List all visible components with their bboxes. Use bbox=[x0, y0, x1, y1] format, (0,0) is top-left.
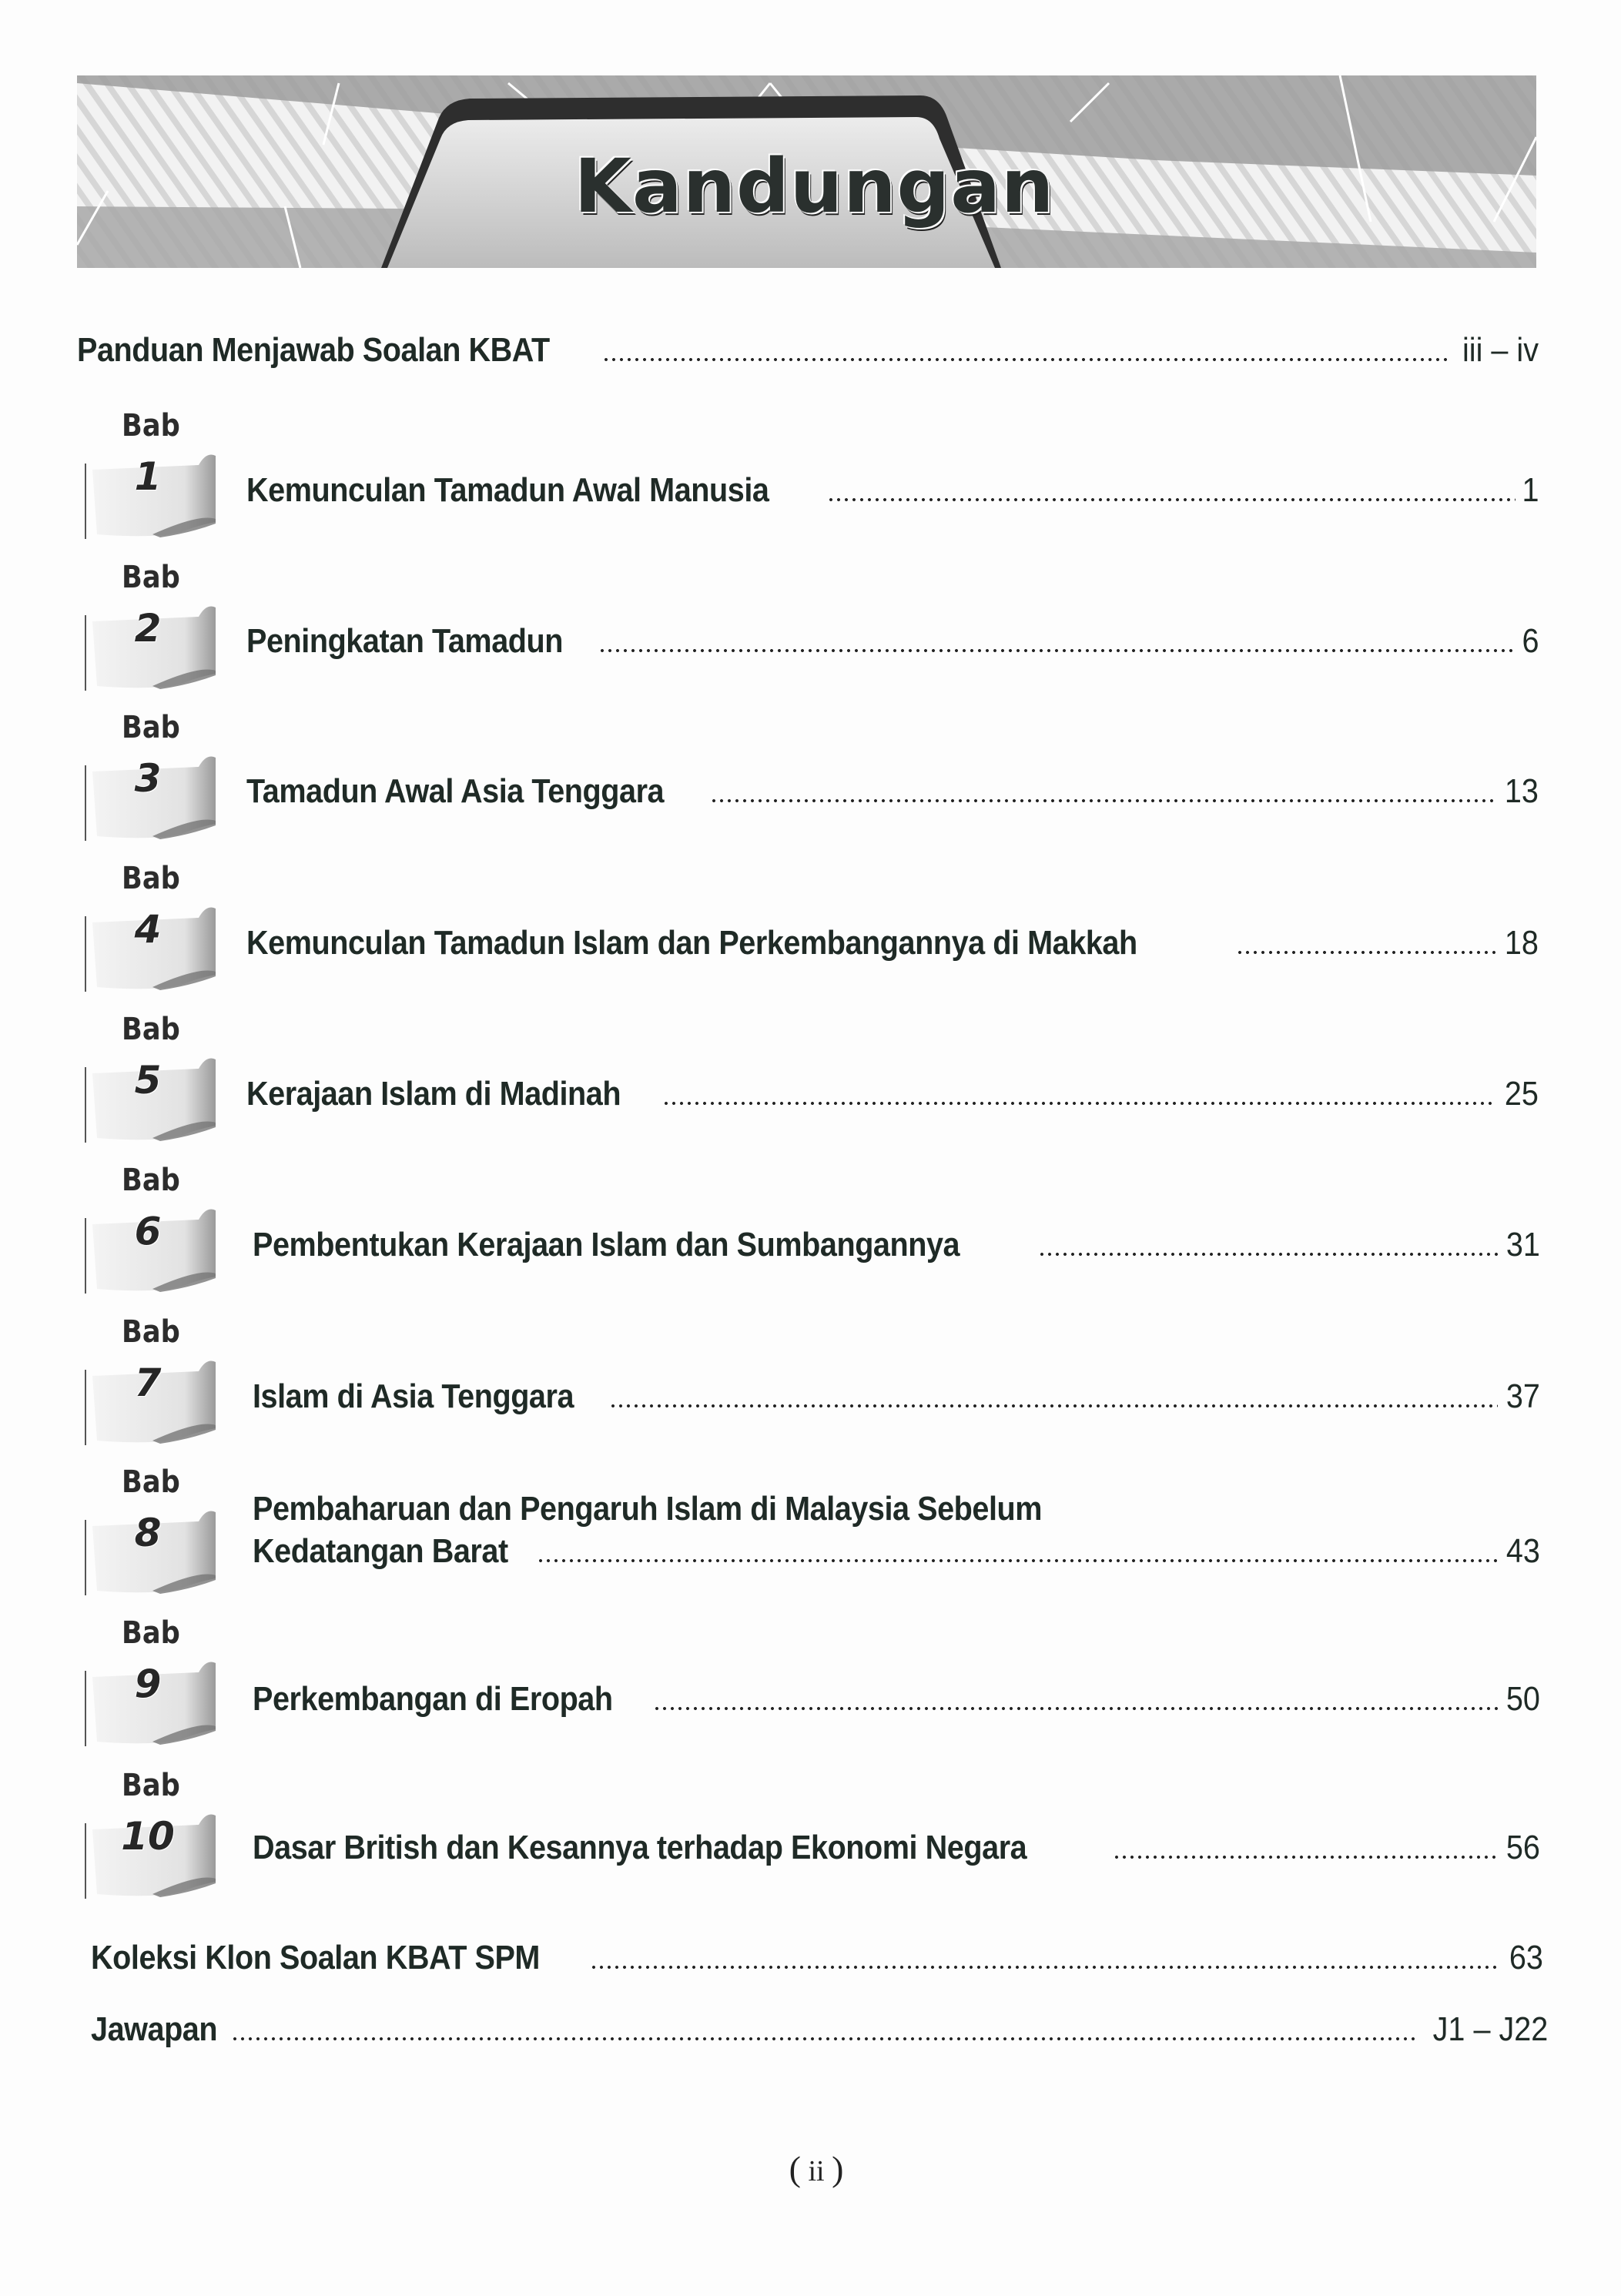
dot-leader bbox=[710, 798, 1496, 803]
chapter-label: Bab bbox=[122, 560, 180, 595]
chapter-label: Bab bbox=[122, 710, 180, 745]
chapter-number: 8 bbox=[134, 1511, 162, 1555]
chapter-tab-7 bbox=[83, 1314, 237, 1449]
chapter-label: Bab bbox=[122, 1012, 180, 1047]
chapter-tab-10 bbox=[83, 1768, 237, 1903]
close-paren: ) bbox=[832, 2149, 844, 2188]
dot-leader bbox=[662, 1101, 1496, 1106]
dot-leader bbox=[609, 1404, 1498, 1408]
toc-entry-chapter-7[interactable] bbox=[253, 1377, 1540, 1416]
dot-leader bbox=[537, 1558, 1499, 1563]
chapter-label: Bab bbox=[122, 1464, 180, 1500]
toc-entry-page: 25 bbox=[1504, 1075, 1539, 1113]
chapter-number: 9 bbox=[134, 1662, 162, 1706]
chapter-label: Bab bbox=[122, 1768, 180, 1803]
toc-entry-panduan[interactable] bbox=[77, 331, 1539, 370]
toc-entry-page: 6 bbox=[1521, 622, 1539, 660]
toc-entry-title: Panduan Menjawab Soalan KBAT bbox=[77, 331, 550, 369]
toc-entry-jawapan[interactable] bbox=[91, 2010, 1548, 2049]
chapter-label: Bab bbox=[122, 861, 180, 896]
toc-entry-title: Jawapan bbox=[91, 2010, 218, 2048]
chapter-tab-8 bbox=[83, 1464, 237, 1599]
toc-entry-title: Tamadun Awal Asia Tenggara bbox=[246, 772, 665, 810]
chapter-number: 10 bbox=[121, 1814, 175, 1859]
chapter-label: Bab bbox=[122, 1163, 180, 1198]
toc-entry-page: 50 bbox=[1505, 1680, 1540, 1718]
chapter-number: 5 bbox=[134, 1058, 162, 1103]
toc-entry-chapter-2[interactable] bbox=[246, 622, 1539, 661]
dot-leader bbox=[590, 1965, 1501, 1970]
toc-entry-title: Perkembangan di Eropah bbox=[253, 1680, 613, 1718]
toc-entry-koleksi[interactable] bbox=[91, 1939, 1543, 1977]
chapter-tab-5 bbox=[83, 1012, 237, 1146]
toc-entry-chapter-3[interactable] bbox=[246, 772, 1539, 811]
toc-entry-chapter-1[interactable] bbox=[246, 471, 1539, 510]
page-number: ii bbox=[808, 2155, 825, 2187]
page-title: Kandungan bbox=[574, 143, 1055, 229]
chapter-number: 1 bbox=[134, 454, 162, 499]
chapter-label: Bab bbox=[122, 408, 180, 443]
toc-entry-title: Pembaharuan dan Pengaruh Islam di Malaysia Sebelum bbox=[253, 1490, 1043, 1528]
toc-entry-title: Kemunculan Tamadun Awal Manusia bbox=[246, 471, 769, 509]
toc-entry-page: 56 bbox=[1505, 1829, 1540, 1866]
toc-entry-page: 13 bbox=[1504, 772, 1539, 810]
dot-leader bbox=[231, 2037, 1415, 2041]
chapter-tab-9 bbox=[83, 1615, 237, 1750]
toc-entry-page: 63 bbox=[1509, 1939, 1543, 1976]
toc-entry-title-continued: Kedatangan Barat bbox=[253, 1532, 508, 1570]
chapter-number: 3 bbox=[134, 756, 162, 801]
toc-entry-chapter-4[interactable] bbox=[246, 924, 1539, 962]
toc-entry-chapter-10[interactable] bbox=[253, 1829, 1540, 1867]
toc-entry-page: 18 bbox=[1504, 924, 1539, 962]
chapter-tab-6 bbox=[83, 1163, 237, 1297]
toc-entry-title: Pembentukan Kerajaan Islam dan Sumbangannya bbox=[253, 1226, 960, 1263]
toc-entry-title: Kemunculan Tamadun Islam dan Perkembangannya di Makkah bbox=[246, 924, 1137, 962]
dot-leader bbox=[1113, 1855, 1498, 1859]
toc-entry-page: J1 – J22 bbox=[1432, 2010, 1548, 2048]
chapter-tab-2 bbox=[83, 560, 237, 694]
toc-entry-title: Islam di Asia Tenggara bbox=[253, 1377, 574, 1415]
toc-entry-chapter-5[interactable] bbox=[246, 1075, 1539, 1113]
toc-entry-chapter-8-line1[interactable] bbox=[253, 1490, 1540, 1528]
toc-entry-page: iii – iv bbox=[1462, 331, 1539, 369]
dot-leader bbox=[827, 497, 1516, 502]
toc-entry-page: 43 bbox=[1505, 1532, 1540, 1570]
dot-leader bbox=[598, 648, 1516, 653]
dot-leader bbox=[653, 1706, 1498, 1711]
chapter-tab-3 bbox=[83, 710, 237, 845]
dot-leader bbox=[1236, 950, 1496, 955]
header-banner bbox=[77, 75, 1536, 268]
toc-entry-page: 37 bbox=[1505, 1377, 1540, 1415]
chapter-label: Bab bbox=[122, 1314, 180, 1350]
chapter-number: 6 bbox=[134, 1209, 162, 1253]
dot-leader bbox=[602, 357, 1449, 362]
toc-entry-chapter-8-line2[interactable] bbox=[253, 1532, 1540, 1571]
chapter-number: 7 bbox=[134, 1361, 162, 1405]
toc-entry-page: 1 bbox=[1521, 471, 1539, 509]
dot-leader bbox=[1038, 1252, 1498, 1257]
chapter-number: 4 bbox=[134, 907, 162, 952]
toc-entry-chapter-9[interactable] bbox=[253, 1680, 1540, 1719]
toc-entry-title: Peningkatan Tamadun bbox=[246, 622, 563, 660]
chapter-number: 2 bbox=[134, 606, 162, 651]
chapter-label: Bab bbox=[122, 1615, 180, 1651]
toc-entry-title: Koleksi Klon Soalan KBAT SPM bbox=[91, 1939, 540, 1976]
toc-entry-chapter-6[interactable] bbox=[253, 1226, 1540, 1264]
toc-entry-title: Kerajaan Islam di Madinah bbox=[246, 1075, 621, 1113]
toc-entry-title: Dasar British dan Kesannya terhadap Ekonomi Negara bbox=[253, 1829, 1027, 1866]
page-number-footer bbox=[770, 2148, 862, 2189]
chapter-tab-4 bbox=[83, 861, 237, 996]
open-paren: ( bbox=[789, 2149, 801, 2188]
chapter-tab-1 bbox=[83, 408, 237, 543]
toc-entry-page: 31 bbox=[1505, 1226, 1540, 1263]
